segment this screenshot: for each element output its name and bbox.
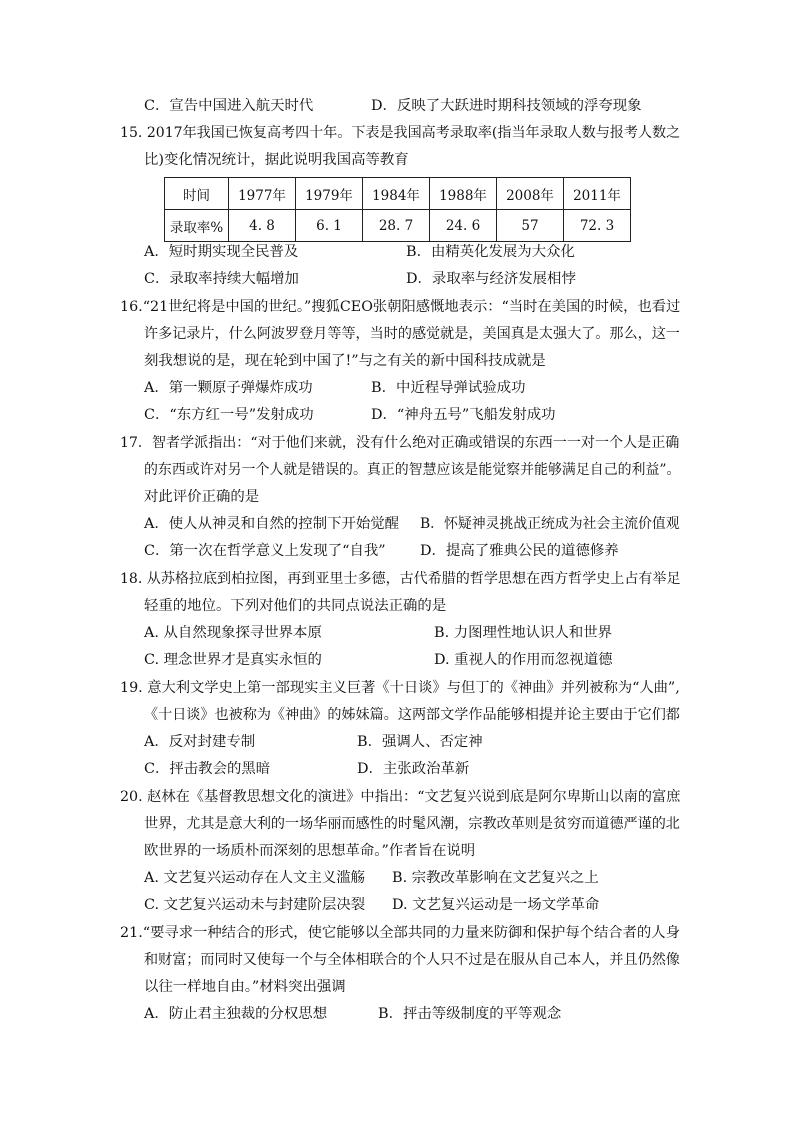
q15-option-d: D．录取率与经济发展相悖 [406,271,576,287]
table-cell: 24. 6 [430,210,497,242]
table-cell: 2008年 [497,178,564,210]
q21-stem-line-1: 21.“要寻求一种结合的形式，使它能够以全部共同的力量来防御和保护每个结合者的人身 [120,925,680,941]
q18-option-a: A. 从自然现象探寻世界本原 [144,625,322,641]
table-cell: 57 [497,210,564,242]
table-cell: 4. 8 [229,210,296,242]
q18-stem-line-1: 18. 从苏格拉底到柏拉图，再到亚里士多德，古代希腊的哲学思想在西方哲学史上占有举足 [120,571,681,587]
table-cell: 28. 7 [363,210,430,242]
q16-option-d: D．“神舟五号”飞船发射成功 [371,407,556,423]
q21-stem-line-2: 和财富；而同时又使每一个与全体相联合的个人只不过是在服从自己本人，并且仍然像 [144,952,680,968]
q15-option-c: C．录取率持续大幅增加 [144,271,299,287]
q19-option-c: C．抨击教会的黑暗 [144,761,271,777]
q14-option-d: D．反映了大跃进时期科技领域的浮夸现象 [371,98,642,114]
table-cell: 1984年 [363,178,430,210]
table-row [165,210,631,242]
table-cell: 6. 1 [296,210,363,242]
q18-stem-line-2: 轻重的地位。下列对他们的共同点说法正确的是 [144,598,447,614]
q17-stem-line-3: 对此评价正确的是 [144,489,260,505]
q17-stem-line-1: 17．智者学派指出：“对于他们来就，没有什么绝对正确或错误的东西一一对一个人是正确 [120,435,680,451]
q20-stem-line-2: 世界，尤其是意大利的一场华丽而感性的时髦风潮，宗教改革则是贫穷而道德严谨的北 [144,816,680,832]
q19-option-a: A．反对封建专制 [144,734,256,750]
q16-option-c: C．“东方红一号”发射成功 [144,407,314,423]
q15-stem-line-1: 15. 2017年我国已恢复高考四十年。下表是我国高考录取率(指当年录取人数与报考人数之 [120,125,681,141]
q18-option-b: B. 力图理性地认识人和世界 [434,625,613,641]
q15-stem-line-2: 比)变化情况统计，据此说明我国高等教育 [144,152,409,168]
q21-stem-line-3: 以往一样地自由。”材料突出强调 [144,979,346,995]
q16-stem-line-2: 许多记录片，什么阿波罗登月等等，当时的感觉就是，美国真是太强大了。那么，这一 [144,326,680,342]
table-header-row [165,178,631,210]
q19-option-d: D．主张政治革新 [357,761,470,777]
q20-stem-line-3: 欧世界的一场质朴而深刻的思想革命。”作者旨在说明 [144,843,476,859]
q18-option-d: D. 重视人的作用而忽视道德 [434,652,613,668]
q20-option-d: D. 文艺复兴运动是一场文学革命 [392,897,600,913]
q14-option-c: C．宣告中国进入航天时代 [144,98,314,114]
q21-option-b: B．抨击等级制度的平等观念 [378,1006,562,1022]
table-cell: 1977年 [229,178,296,210]
q19-stem-line-1: 19. 意大利文学史上第一部现实主义巨著《十日谈》与但丁的《神曲》并列被称为“人曲”, [120,680,680,696]
q21-option-a: A．防止君主独裁的分权思想 [144,1006,328,1022]
q20-stem-line-1: 20. 赵林在《基督教思想文化的演进》中指出：“文艺复兴说到底是阿尔卑斯山以南的富庶 [120,789,681,805]
q15-option-a: A．短时期实现全民普及 [144,244,299,260]
table-cell: 录取率% [165,210,229,242]
table-cell: 2011年 [564,178,631,210]
q17-option-c: C．第一次在哲学意义上发现了“自我” [144,543,386,559]
table-cell: 72. 3 [564,210,631,242]
q16-option-b: B．中近程导弹试验成功 [371,380,526,396]
table-cell: 1988年 [430,178,497,210]
q16-option-a: A．第一颗原子弹爆炸成功 [144,380,313,396]
q20-option-b: B. 宗教改革影响在文艺复兴之上 [392,870,599,886]
q15-option-b: B．由精英化发展为大众化 [406,244,575,260]
q16-stem-line-1: 16.“21世纪将是中国的世纪。”搜狐CEO张朝阳感慨地表示：“当时在美国的时候，也看过 [120,299,681,315]
q19-option-b: B．强调人、否定神 [357,734,483,750]
q17-option-a: A．使人从神灵和自然的控制下开始觉醒 [144,516,400,532]
table-cell: 时间 [165,178,229,210]
q20-option-a: A. 文艺复兴运动存在人文主义滥觞 [144,870,366,886]
q19-stem-line-2: 《十日谈》也被称为《神曲》的姊妹篇。这两部文学作品能够相提并论主要由于它们都 [144,707,680,723]
q16-stem-line-3: 刻我想说的是，现在轮到中国了!”与之有关的新中国科技成就是 [144,353,546,369]
q18-option-c: C. 理念世界才是真实永恒的 [144,652,322,668]
table-cell: 1979年 [296,178,363,210]
q17-stem-line-2: 的东西或许对另一个人就是错误的。真正的智慧应该是能觉察并能够满足自己的利益”。 [144,462,681,478]
q20-option-c: C. 文艺复兴运动未与封建阶层决裂 [144,897,366,913]
q17-option-d: D．提高了雅典公民的道德修养 [420,543,619,559]
q17-option-b: B．怀疑神灵挑战正统成为社会主流价值观 [420,516,680,532]
admission-rate-table [164,177,631,242]
